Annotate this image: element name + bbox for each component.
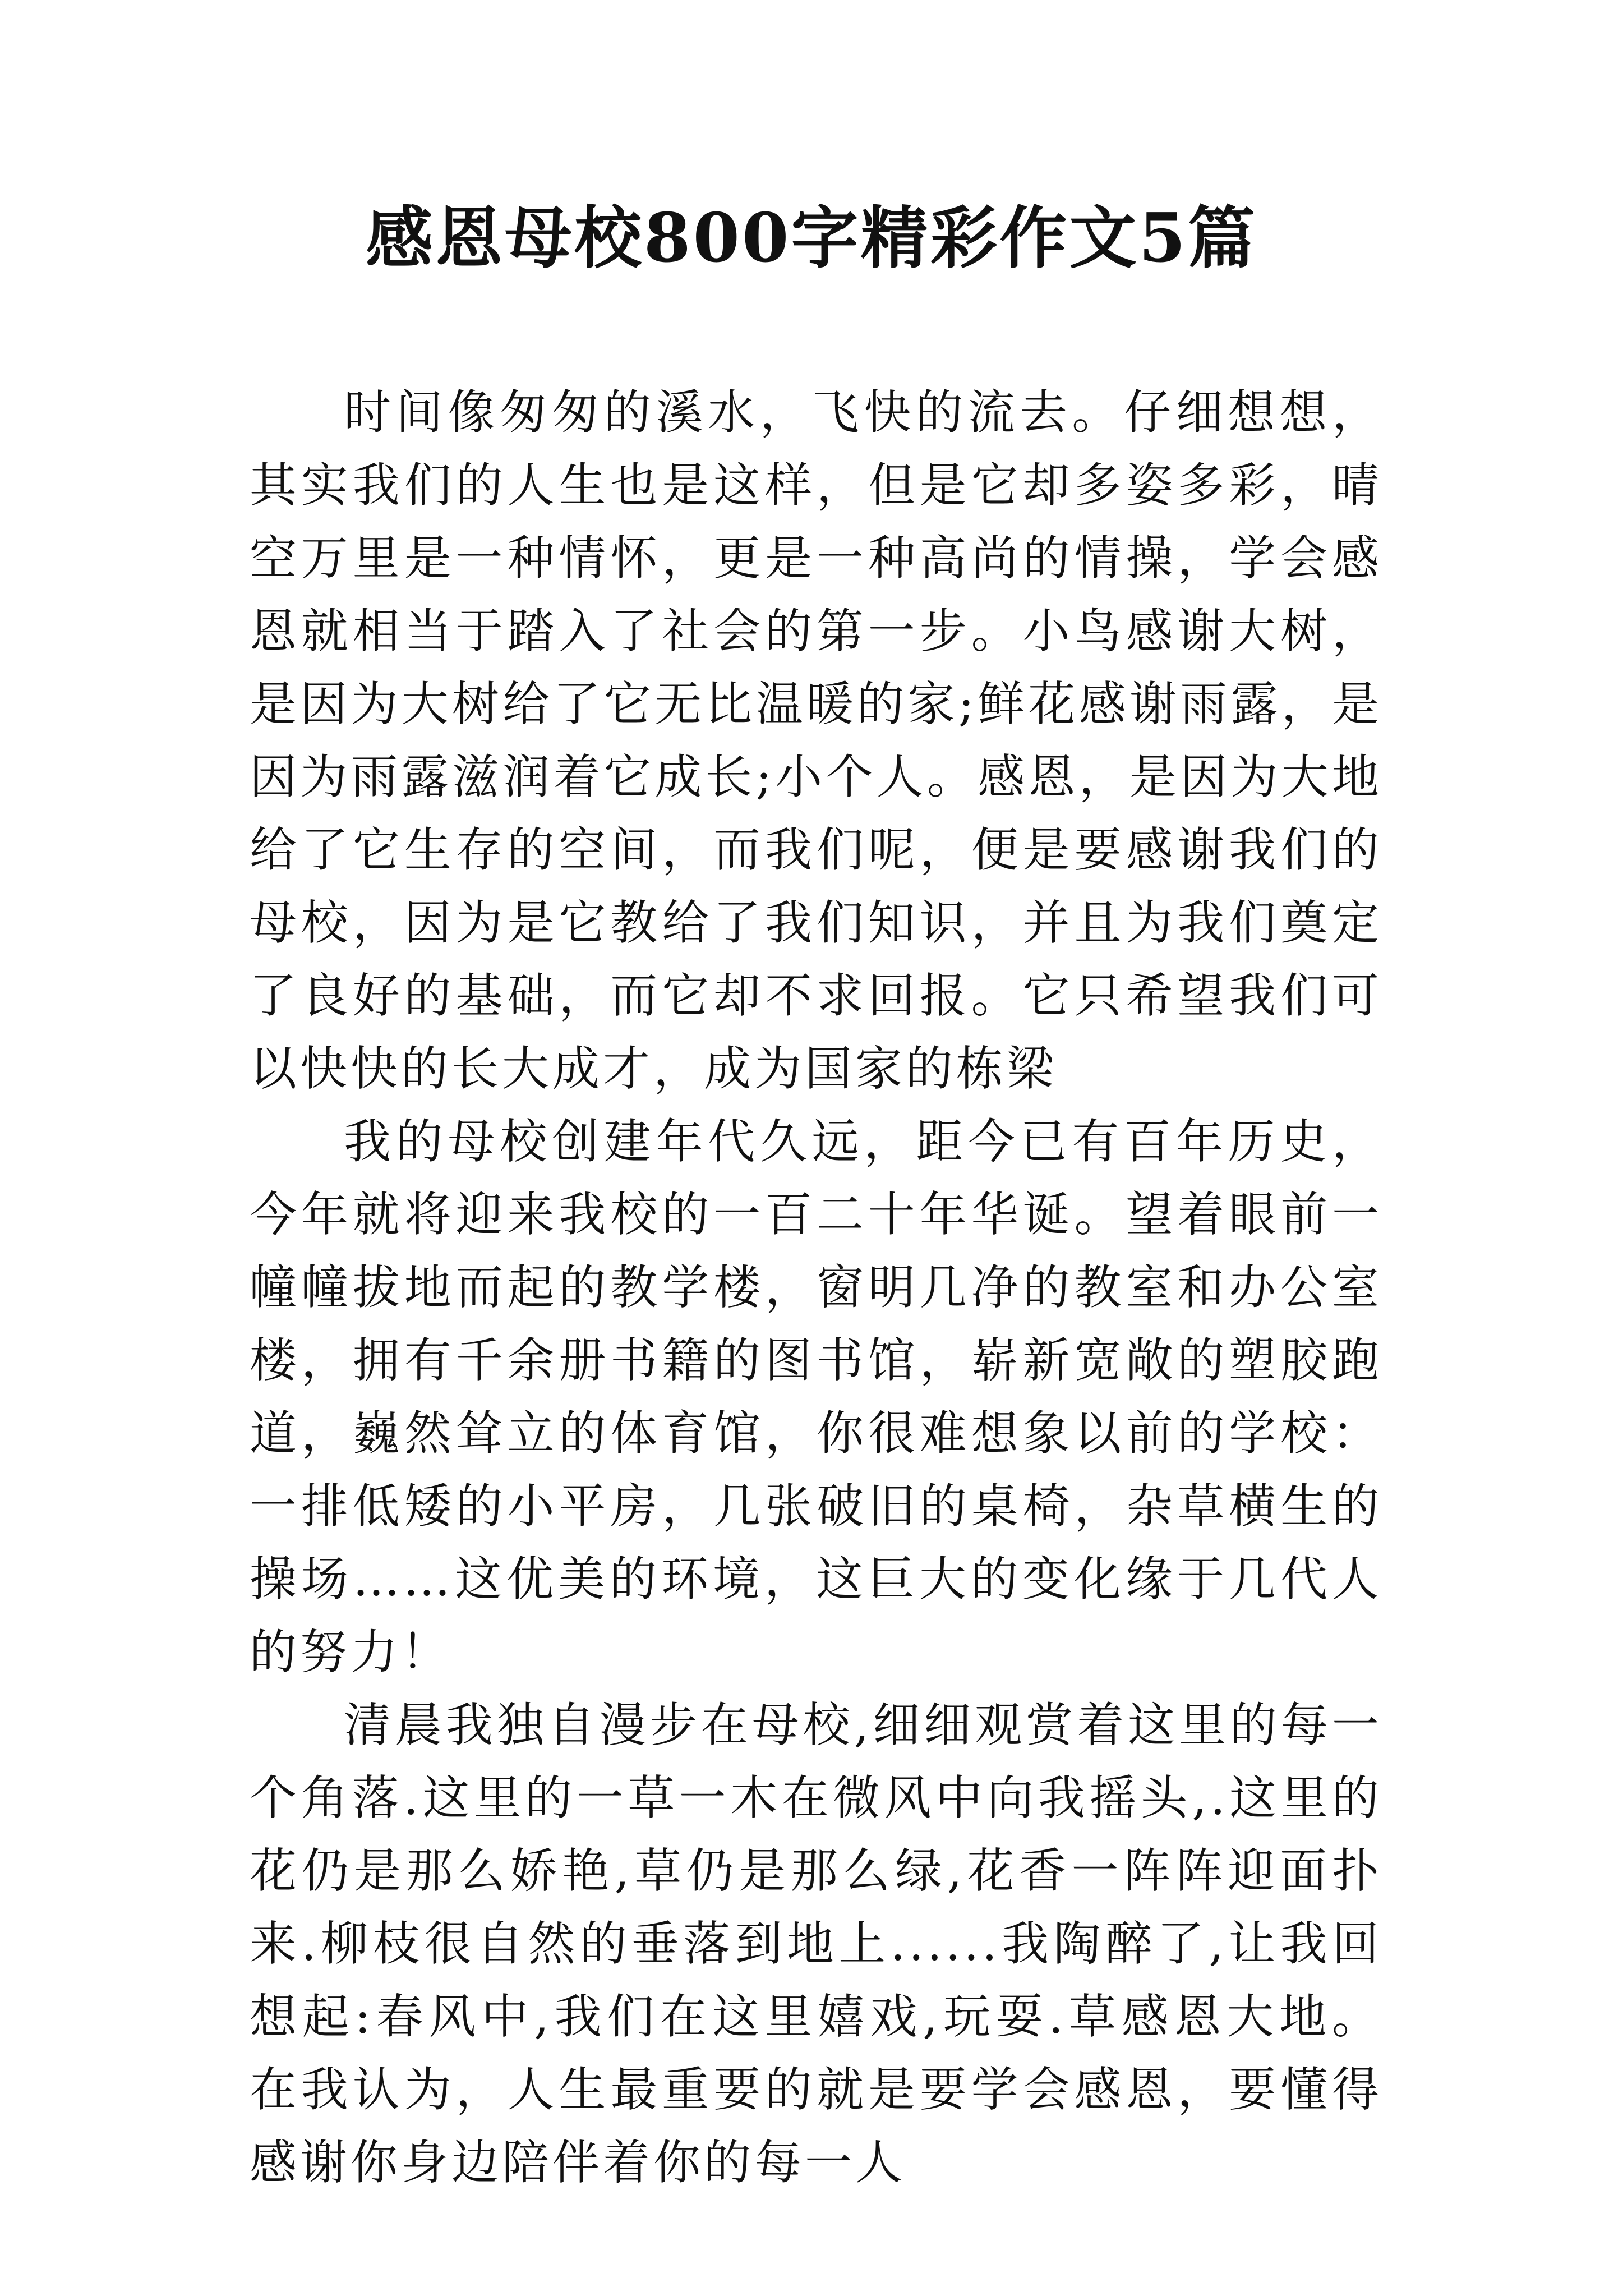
paragraph-3: 清晨我独自漫步在母校,细细观赏着这里的每一个角落.这里的一草一木在微风中向我摇头,.这里的花仍是那么娇艳,草仍是那么绿,花香一阵阵迎面扑来.柳枝很自然的垂落到地上......我陶醉了,让我回想起:春风中,我们在这里嬉戏,玩耍.草感恩大地。在我认为，人生最重要的就是要学会感恩，要懂得感谢你身边陪伴着你的每一人	[250, 1697, 1382, 2190]
document-title: 感恩母校800字精彩作文5篇	[366, 199, 1257, 278]
paragraph-2: 我的母校创建年代久远，距今已有百年历史，今年就将迎来我校的一百二十年华诞。望着眼前一幢幢拔地而起的教学楼，窗明几净的教室和办公室楼，拥有千余册书籍的图书馆，崭新宽敞的塑胶跑道，巍然耸立的体育馆，你很难想象以前的学校：一排低矮的小平房，几张破旧的桌椅，杂草横生的操场……这优美的环境，这巨大的变化缘于几代人的努力！	[250, 1114, 1382, 1680]
paragraph-1: 时间像匆匆的溪水，飞快的流去。仔细想想，其实我们的人生也是这样，但是它却多姿多彩，晴空万里是一种情怀，更是一种高尚的情操，学会感恩就相当于踏入了社会的第一步。小鸟感谢大树，是因为大树给了它无比温暖的家;鲜花感谢雨露，是因为雨露滋润着它成长;小个人。感恩，是因为大地给了它生存的空间，而我们呢，便是要感谢我们的母校，因为是它教给了我们知识，并且为我们奠定了良好的基础，而它却不求回报。它只希望我们可以快快的长大成才，成为国家的栋梁	[250, 385, 1382, 1096]
document-body	[250, 376, 1382, 2199]
